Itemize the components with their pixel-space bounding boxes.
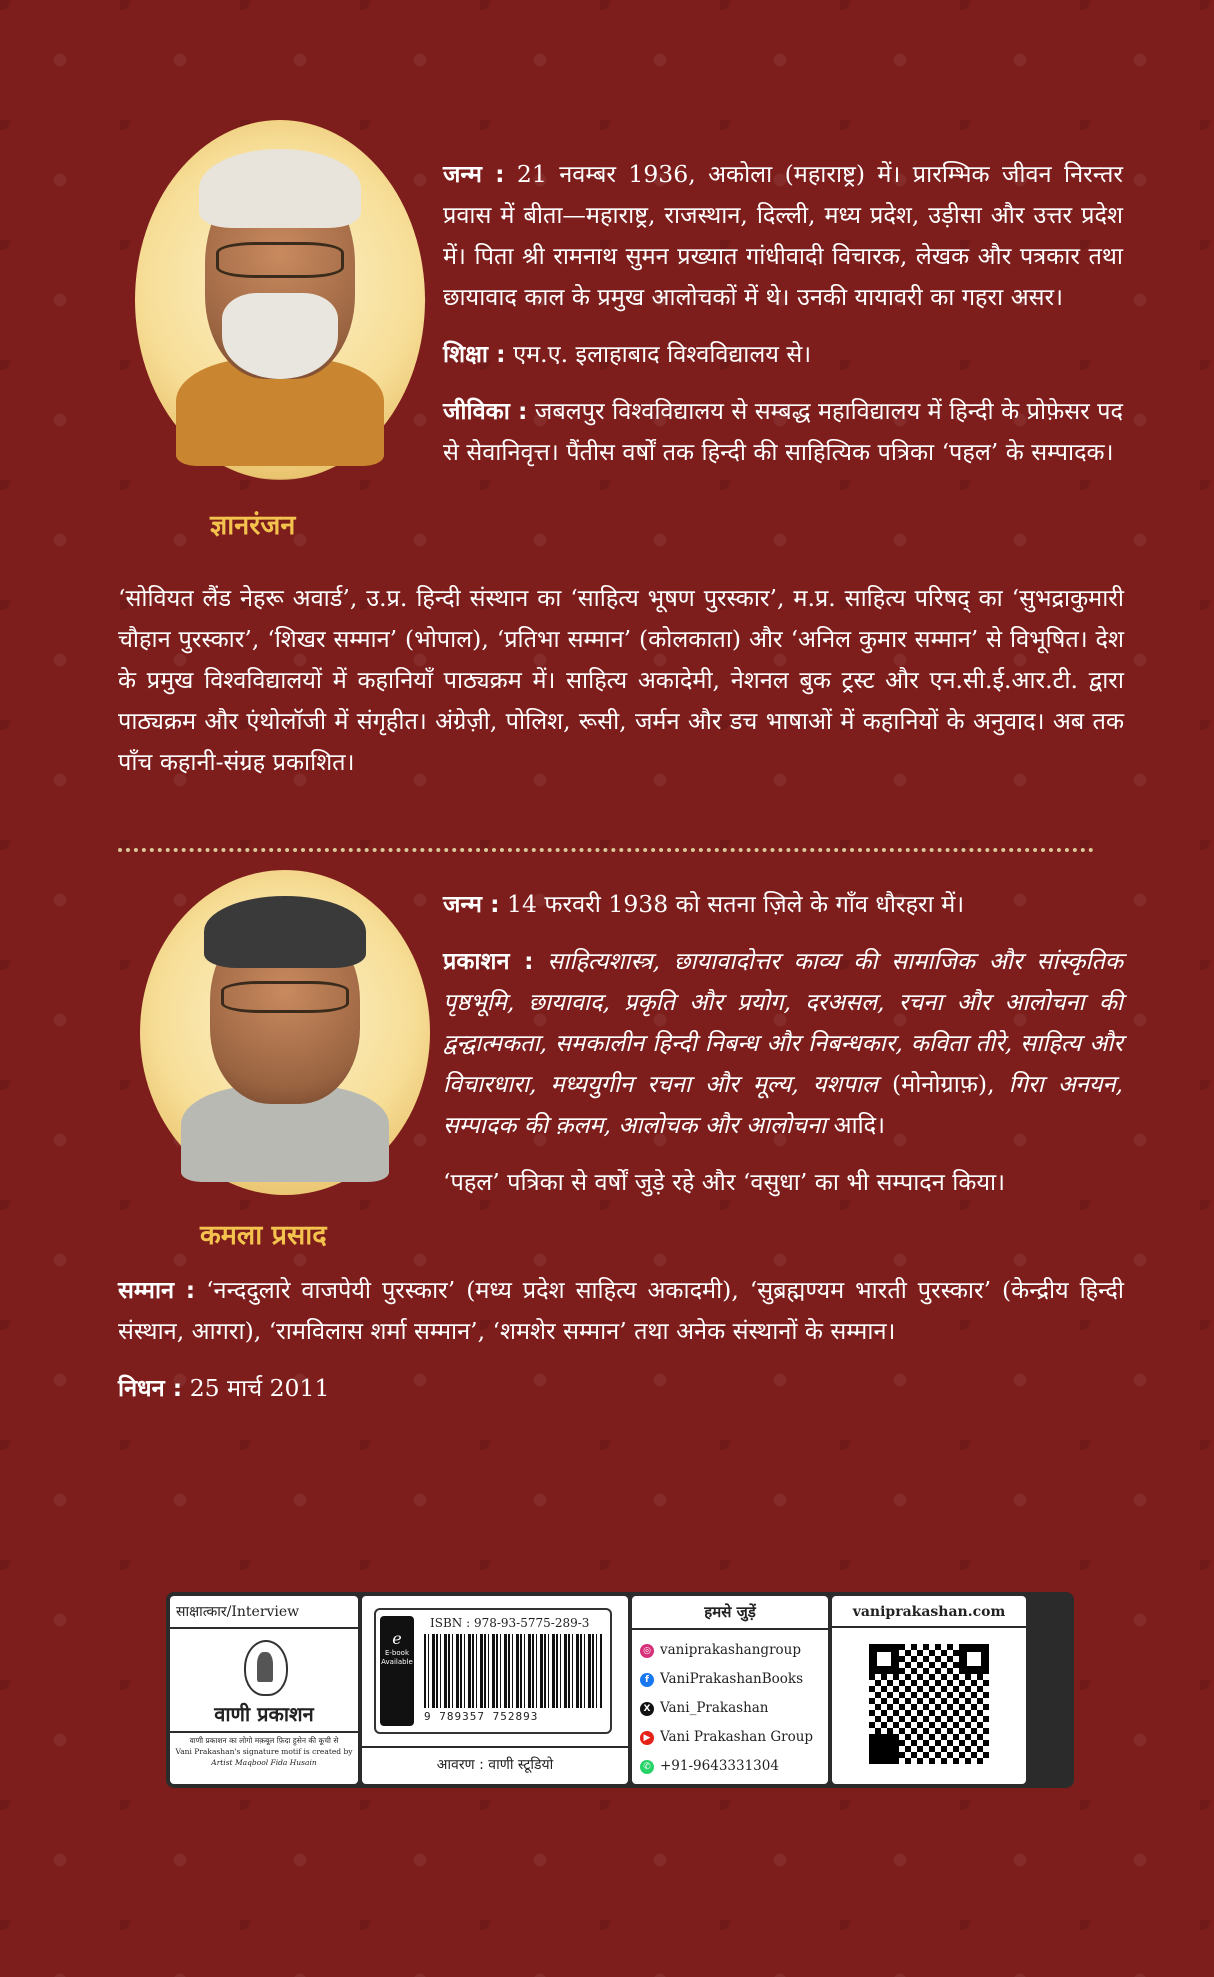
publisher-panel [166, 1592, 1074, 1788]
whatsapp-icon: ✆ [640, 1760, 654, 1774]
author2-pahal: ‘पहल’ पत्रिका से वर्षों जुड़े रहे और ‘वसुधा’ का भी सम्पादन किया। [443, 1168, 1006, 1196]
barcode-box [374, 1608, 612, 1734]
barcode-cell [362, 1596, 628, 1784]
author1-education: शिक्षा : एम.ए. इलाहाबाद विश्वविद्यालय से। [443, 340, 812, 368]
youtube-icon: ▶ [640, 1731, 654, 1745]
logo-credit-english: Vani Prakashan's signature motif is created by [175, 1747, 353, 1756]
author2-name: कमला प्रसाद [200, 1220, 327, 1251]
barcode-digits: 9 789357 752893 [424, 1710, 539, 1723]
portrait-glasses [216, 242, 344, 278]
logo-credit-artist: Artist Maqbool Fida Husain [211, 1758, 317, 1767]
ebook-badge [380, 1616, 414, 1726]
author1-name: ज्ञानरंजन [210, 510, 296, 541]
social-cell [632, 1596, 828, 1784]
website-cell [832, 1596, 1026, 1784]
social-item[interactable] [640, 1694, 828, 1723]
author1-awards: ‘सोवियत लैंड नेहरू अवार्ड’, उ.प्र. हिन्दी संस्थान का ‘साहित्य भूषण पुरस्कार’, म.प्र. साहित्य परिषद् का ‘सुभद्राकुमारी चौहान पुरस्कार’, ‘शिखर सम्मान’ (भोपाल), ‘प्रतिभा सम्मान’ (कोलकाता) और ‘अनिल कुमार सम्मान’ से विभूषित। देश के प्रमुख विश्वविद्यालयों में कहानियाँ पाठ्यक्रम में। साहित्य अकादेमी, नेशनल बुक ट्रस्ट और एन.सी.ई.आर.टी. द्वारा पाठ्यक्रम और एंथोलॉजी में संगृहीत। अंग्रेज़ी, पोलिश, रूसी, जर्मन और डच भाषाओं में कहानियों के अनुवाद। अब तक पाँच कहानी-संग्रह प्रकाशित। [118, 584, 1124, 776]
publisher-cell [170, 1596, 358, 1784]
portrait-hair [199, 149, 361, 228]
author2-portrait [140, 870, 430, 1195]
qr-code[interactable] [869, 1644, 989, 1764]
barcode [424, 1634, 602, 1708]
social-item[interactable] [640, 1636, 828, 1665]
isbn-text: ISBN : 978-93-5775-289-3 [430, 1616, 590, 1630]
social-list [632, 1636, 828, 1781]
social-item[interactable] [640, 1665, 828, 1694]
social-item[interactable] [640, 1752, 828, 1781]
author2-honours [118, 1270, 1124, 1425]
section-divider [118, 848, 1094, 852]
author2-bio [443, 884, 1123, 1219]
cover-credit: आवरण : वाणी स्टूडियो [362, 1746, 628, 1784]
author1-portrait [135, 120, 425, 480]
facebook-icon: f [640, 1673, 654, 1687]
social-label: Vani Prakashan Group [660, 1729, 814, 1745]
author1-birth: जन्म : 21 नवम्बर 1936, अकोला (महाराष्ट्र) में। प्रारम्भिक जीवन निरन्तर प्रवास में बीता—महाराष्ट्र, राजस्थान, दिल्ली, मध्य प्रदेश, उड़ीसा और उत्तर प्रदेश में। पिता श्री रामनाथ सुमन प्रख्यात गांधीवादी विचारक, लेखक और पत्रकार तथा छायावाद काल के प्रमुख आलोचकों में थे। उनकी यायावरी का गहरा असर। [443, 160, 1123, 311]
connect-title: हमसे जुड़ें [632, 1596, 828, 1630]
portrait-beard [222, 293, 338, 379]
x-icon: X [640, 1702, 654, 1716]
author1-career: जीविका : जबलपुर विश्वविद्यालय से सम्बद्ध महाविद्यालय में हिन्दी के प्रोफ़ेसर पद से सेवानिवृत्त। पैंतीस वर्षों तक हिन्दी की साहित्यिक पत्रिका ‘पहल’ के सम्पादक। [443, 397, 1123, 466]
author2-birth: जन्म : 14 फरवरी 1938 को सतना ज़िले के गाँव धौरहरा में। [443, 890, 965, 918]
author2-samman: सम्मान : ‘नन्ददुलारे वाजपेयी पुरस्कार’ (मध्य प्रदेश साहित्य अकादमी), ‘सुब्रह्मण्यम भारती पुरस्कार’ (केन्द्रीय हिन्दी संस्थान, आगरा), ‘रामविलास शर्मा सम्मान’, ‘शमशेर सम्मान’ तथा अनेक संस्थानों के सम्मान। [118, 1276, 1124, 1345]
social-label: +91-9643331304 [660, 1758, 779, 1774]
logo-credit-hindi: वाणी प्रकाशन का लोगो मक़बूल फ़िदा हुसेन की कूची से [189, 1736, 339, 1745]
social-label: VaniPrakashanBooks [660, 1671, 804, 1687]
social-item[interactable] [640, 1723, 828, 1752]
author2-death: निधन : 25 मार्च 2011 [118, 1374, 330, 1402]
portrait-hair [204, 896, 366, 968]
author2-publications: प्रकाशन : साहित्यशास्त्र, छायावादोत्तर काव्य की सामाजिक और सांस्कृतिक पृष्ठभूमि, छायावाद, प्रकृति और प्रयोग, दरअसल, रचना और आलोचना की द्वन्द्वात्मकता, समकालीन हिन्दी निबन्ध और निबन्धकार, कविता तीरे, साहित्य और विचारधारा, मध्ययुगीन रचना और मूल्य, यशपाल (मोनोग्राफ़), गिरा अनयन, सम्पादक की क़लम, आलोचक और आलोचना आदि। [443, 947, 1124, 1139]
ebook-e: e [392, 1629, 402, 1648]
publisher-name: वाणी प्रकाशन [170, 1700, 358, 1733]
social-label: vaniprakashangroup [660, 1642, 801, 1658]
ebook-label: E-book Available [381, 1649, 413, 1666]
website-link[interactable]: vaniprakashan.com [832, 1596, 1026, 1628]
portrait-glasses [221, 981, 349, 1014]
category-label: साक्षात्कार/Interview [170, 1596, 358, 1629]
publisher-logo-icon [244, 1640, 288, 1696]
social-label: Vani_Prakashan [660, 1700, 769, 1716]
instagram-icon: ◎ [640, 1644, 654, 1658]
author1-bio [443, 154, 1123, 489]
